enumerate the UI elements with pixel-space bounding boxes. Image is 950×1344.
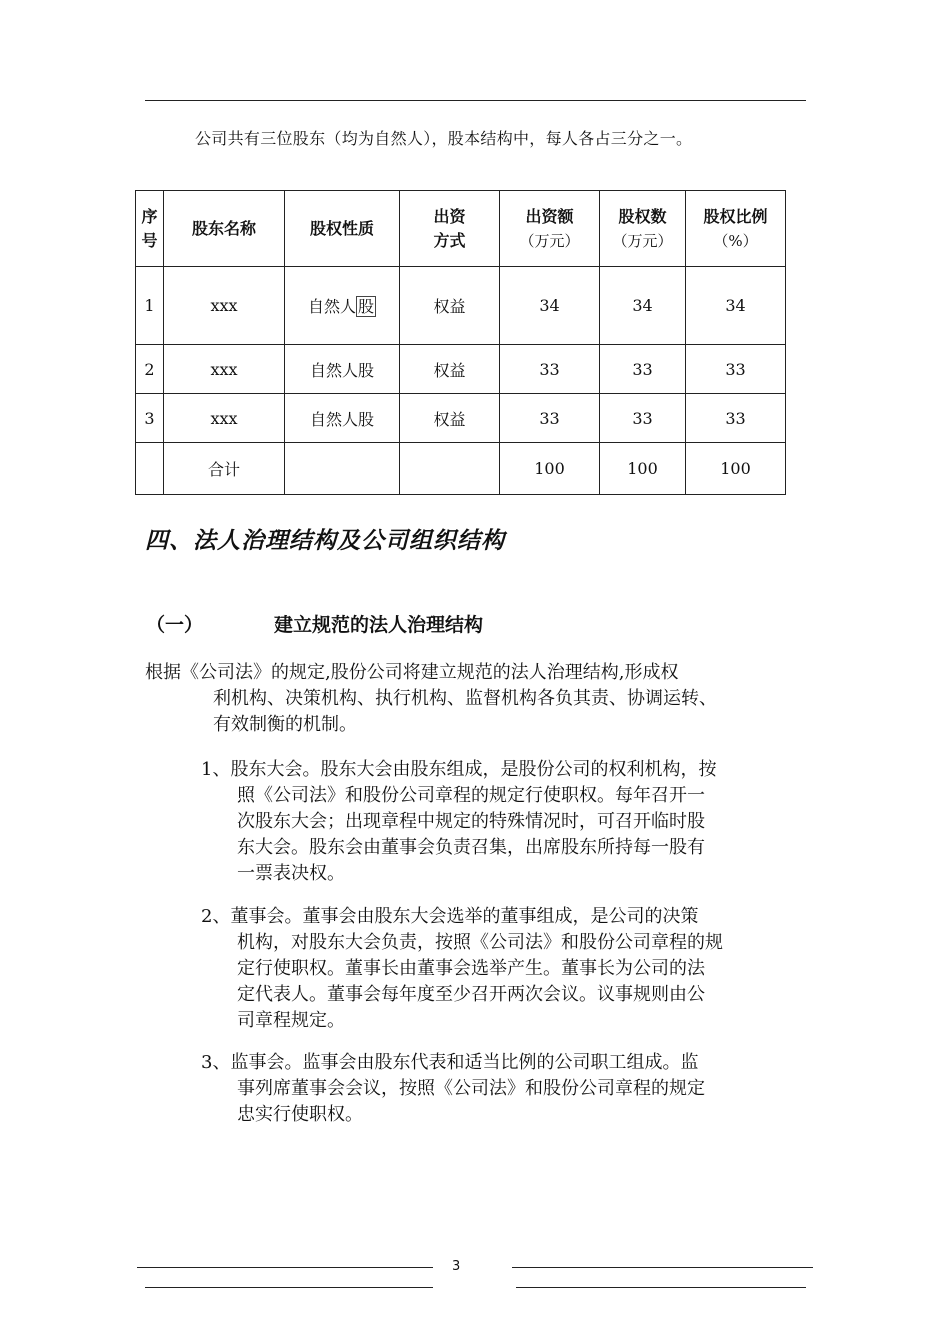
subsection-number: （一） [146,614,204,636]
boxed-char: 股 [358,297,375,316]
cell-total-ratio: 100 [686,443,786,495]
header-ratio: 股权比例 （%） [686,191,786,267]
table-header-row [136,191,786,267]
table-row [136,394,786,443]
cell-name: xxx [164,394,285,443]
header-nature: 股权性质 [285,191,400,267]
cell-nature: 自然人股 [285,345,400,394]
cell-shares: 33 [600,394,686,443]
paragraph-shareholders-meeting: 1、股东大会。股东大会由股东组成，是股份公司的权利机构，按 照《公司法》和股份公司章程的规定行使职权。每年召开一 次股东大会；出现章程中规定的特殊情况时，可召开临时股 东大会。股东会由董事会负责召集，出席股东所持每一股有 一票表决权。 [201,759,717,884]
table-total-row [136,443,786,495]
table-row [136,267,786,345]
cell-method: 权益 [400,345,500,394]
footer-rule-right-bottom [516,1287,806,1288]
section-heading: 四、法人治理结构及公司组织结构 [145,528,505,554]
intro-text: 公司共有三位股东（均为自然人），股本结构中，每人各占三分之一。 [195,129,693,148]
header-rule [145,100,806,101]
header-method: 出资 方式 [400,191,500,267]
cell-shares: 33 [600,345,686,394]
cell-seq: 3 [136,394,164,443]
cell-empty [285,443,400,495]
paragraph-supervisors: 3、监事会。监事会由股东代表和适当比例的公司职工组成。监 事列席董事会会议，按照《公司法》和股份公司章程的规定 忠实行使职权。 [201,1052,705,1125]
cell-method: 权益 [400,267,500,345]
footer-rule-left-top [137,1267,433,1268]
cell-amount: 34 [500,267,600,345]
cell-method: 权益 [400,394,500,443]
cell-amount: 33 [500,345,600,394]
subsection-heading [146,610,483,637]
cell-name: xxx [164,345,285,394]
cell-total-shares: 100 [600,443,686,495]
cell-ratio: 33 [686,394,786,443]
header-amount: 出资额 （万元） [500,191,600,267]
cell-nature: 自然人股 [285,394,400,443]
page-number: 3 [452,1259,461,1274]
cell-ratio: 33 [686,345,786,394]
table-row [136,345,786,394]
cell-seq: 1 [136,267,164,345]
header-name: 股东名称 [164,191,285,267]
footer-rule-left-bottom [145,1287,433,1288]
cell-shares: 34 [600,267,686,345]
header-seq: 序 号 [136,191,164,267]
header-shares: 股权数 （万元） [600,191,686,267]
cell-seq: 2 [136,345,164,394]
shareholder-table [135,190,786,495]
cell-amount: 33 [500,394,600,443]
cell-total-amount: 100 [500,443,600,495]
cell-seq-empty [136,443,164,495]
paragraph-board: 2、董事会。董事会由股东大会选举的董事组成，是公司的决策 机构，对股东大会负责，按照《公司法》和股份公司章程的规 定行使职权。董事长由董事会选举产生。董事长为公司的法 定代表人。董事会每年度至少召开两次会议。议事规则由公 司章程规定。 [201,906,723,1031]
cell-nature: 自然人 股 [285,267,400,345]
cell-ratio: 34 [686,267,786,345]
cell-total-label: 合计 [164,443,285,495]
footer-rule-right-top [512,1267,813,1268]
paragraph-intro: 根据《公司法》的规定,股份公司将建立规范的法人治理结构,形成权 利机构、决策机构、执行机构、监督机构各负其责、协调运转、 有效制衡的机制。 [145,662,717,735]
cell-name: xxx [164,267,285,345]
cell-empty [400,443,500,495]
subsection-title: 建立规范的法人治理结构 [274,614,484,636]
